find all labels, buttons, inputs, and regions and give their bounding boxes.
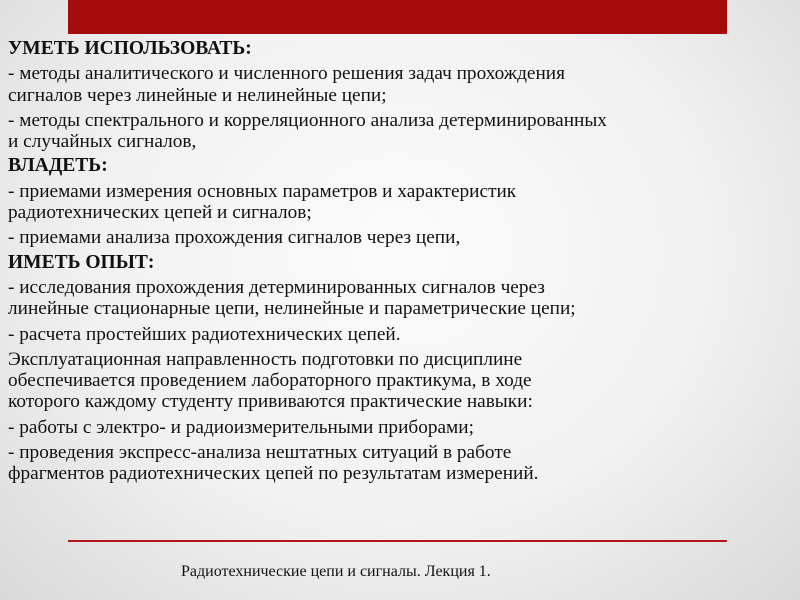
text-line: - методы спектрального и корреляционного анализа детерминированных (8, 109, 607, 131)
list-item (8, 63, 794, 106)
text-line: сигналов через линейные и нелинейные цепи; (8, 84, 387, 106)
heading-umet: УМЕТЬ ИСПОЛЬЗОВАТЬ: (8, 38, 252, 59)
text-line: линейные стационарные цепи, нелинейные и параметрические цепи; (8, 298, 576, 320)
text-line: - приемами измерения основных параметров и характеристик (8, 180, 517, 202)
bottom-accent-rule (68, 540, 727, 542)
text-line: - проведения экспресс-анализа нештатных ситуаций в работе (8, 442, 512, 464)
text-line: - приемами анализа прохождения сигналов через цепи, (8, 227, 461, 249)
heading-vladet: ВЛАДЕТЬ: (8, 155, 108, 177)
list-item (8, 227, 794, 248)
list-item (8, 417, 794, 438)
list-item (8, 181, 794, 224)
text-line: Эксплуатационная направленность подготовки по дисциплине (8, 348, 523, 370)
text-line: и случайных сигналов, (8, 131, 197, 153)
practice-paragraph (8, 349, 794, 413)
top-accent-bar (68, 0, 727, 34)
text-line: - работы с электро- и радиоизмерительными приборами; (8, 416, 474, 438)
text-line: - методы аналитического и численного решения задач прохождения (8, 63, 565, 85)
list-item (8, 110, 794, 153)
heading-opyt: ИМЕТЬ ОПЫТ: (8, 251, 155, 273)
slide-footer: Радиотехнические цепи и сигналы. Лекция 1. (181, 563, 491, 580)
text-line: - исследования прохождения детерминированных сигналов через (8, 276, 545, 298)
slide-body (8, 38, 794, 485)
list-item (8, 324, 794, 345)
text-line: которого каждому студенту прививаются практические навыки: (8, 391, 533, 413)
text-line: обеспечивается проведением лабораторного практикума, в ходе (8, 370, 532, 392)
text-line: фрагментов радиотехнических цепей по результатам измерений. (8, 463, 539, 485)
text-line: радиотехнических цепей и сигналов; (8, 202, 312, 224)
list-item (8, 277, 794, 320)
text-line: - расчета простейших радиотехнических цепей. (8, 323, 401, 345)
list-item (8, 442, 794, 485)
